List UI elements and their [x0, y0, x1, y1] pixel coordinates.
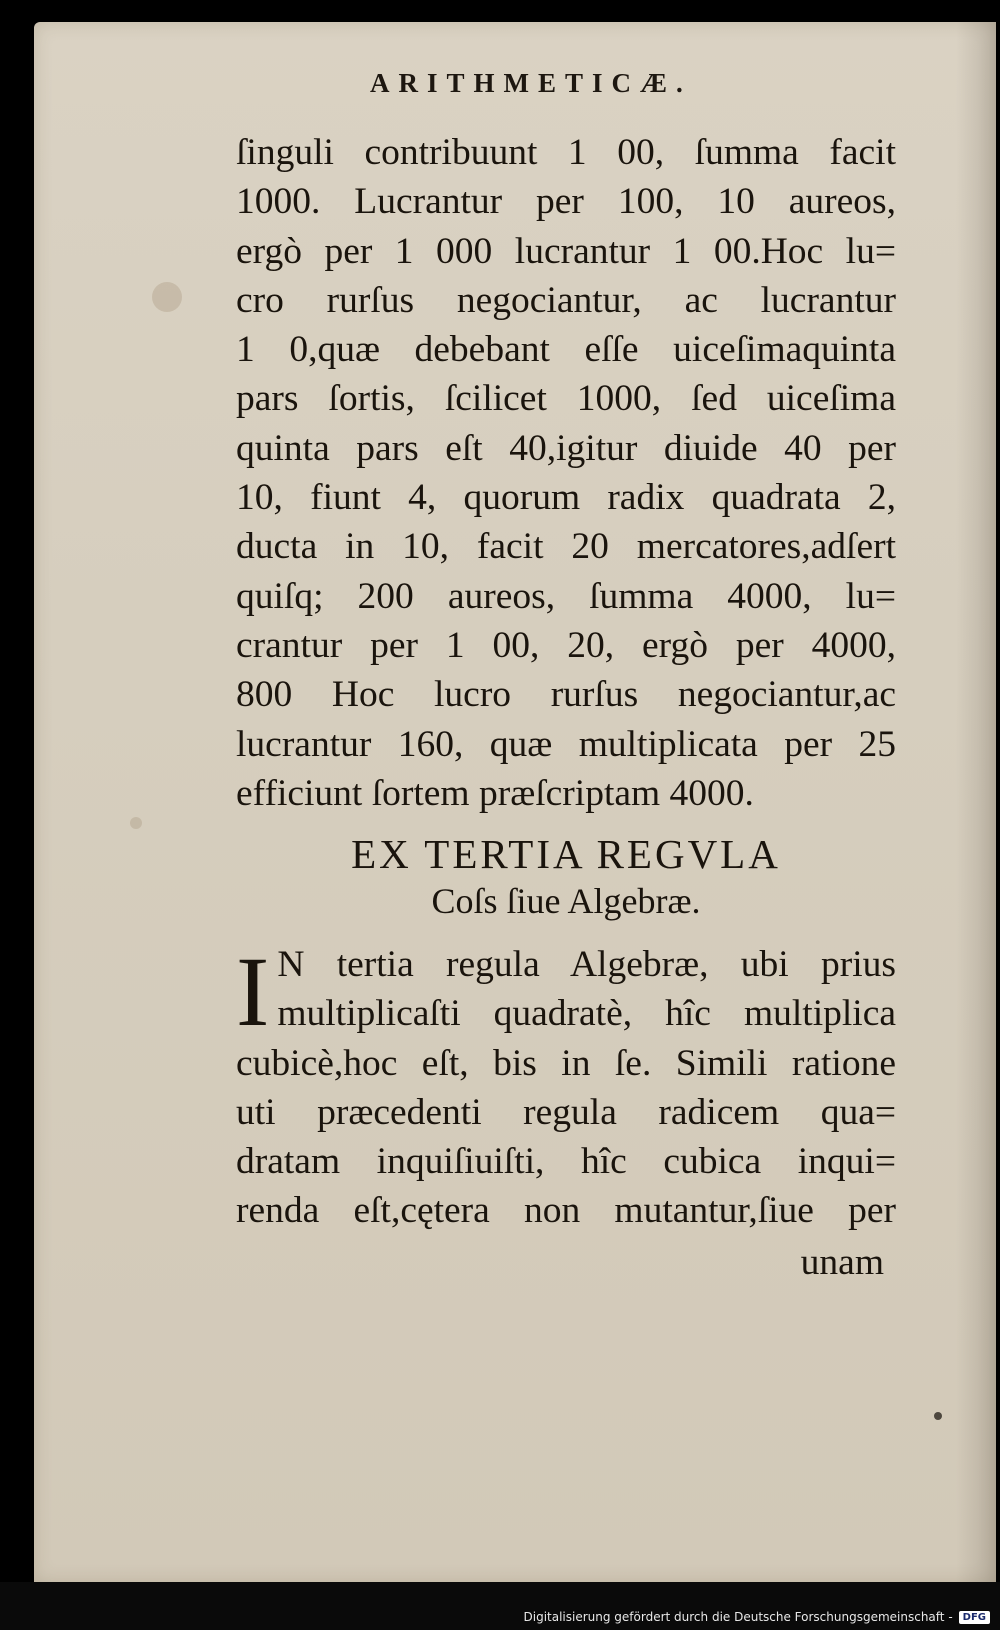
text-line: quinta pars eſt 40,igitur diuide 40 per — [236, 427, 896, 469]
scan-bottom-band — [0, 1582, 1000, 1630]
paragraph-2 — [236, 936, 896, 1236]
catchword: unam — [800, 1242, 884, 1283]
text-line: efficiunt ſortem præſcriptam 4000. — [236, 772, 754, 814]
text-line: dratam inquiſiuiſti, hîc cubica inqui= — [236, 1141, 896, 1183]
text-line: uti præcedenti regula radicem qua= — [236, 1091, 896, 1133]
text-line: renda eſt,cętera non mutantur,ſiue per — [236, 1190, 896, 1232]
text-line: ducta in 10, facit 20 mercatores,adſert — [236, 526, 896, 568]
text-line: ſinguli contribuunt 1 00, ſumma facit — [236, 132, 896, 173]
text-line: pars ſortis, ſcilicet 1000, ſed uiceſima — [236, 378, 896, 420]
running-head: ARITHMETICÆ. — [370, 68, 692, 98]
foxing-stain — [152, 282, 182, 312]
text-line: N tertia regula Algebræ, ubi prius — [277, 944, 896, 985]
text-line: 800 Hoc lucro rurſus negociantur,ac — [236, 674, 896, 716]
section-heading — [236, 830, 896, 924]
text-line: 10, fiunt 4, quorum radix quadrata 2, — [236, 477, 896, 519]
text-line: multiplicaſti quadratè, hîc multiplica — [277, 993, 896, 1035]
text-line: 1 0,quæ debebant eſſe uiceſimaquinta — [236, 329, 896, 371]
section-title: EX TERTIA REGVLA — [351, 831, 781, 877]
dfg-logo: DFG — [959, 1611, 990, 1624]
text-line: cubicè,hoc eſt, bis in ſe. Simili ratione — [236, 1042, 896, 1084]
foxing-stain — [130, 817, 142, 829]
drop-cap: I — [236, 936, 270, 1047]
text-line: cro rurſus negociantur, ac lucrantur — [236, 279, 896, 321]
text-line: 1000. Lucrantur per 100, 10 aureos, — [236, 181, 896, 223]
credit-text: Digitalisierung gefördert durch die Deutsche Forschungsgemeinschaft - — [523, 1610, 953, 1624]
text-line: crantur per 1 00, 20, ergò per 4000, — [236, 624, 896, 666]
text-line: lucrantur 160, quæ multiplicata per 25 — [236, 723, 896, 765]
text-line: quiſq; 200 aureos, ſumma 4000, lu= — [236, 575, 896, 617]
paragraph-1 — [236, 128, 896, 818]
section-subtitle: Coſs ſiue Algebræ. — [431, 881, 701, 921]
ink-spot — [934, 1412, 942, 1420]
digitization-credit — [524, 1610, 991, 1624]
paragraph-2-lines — [236, 936, 896, 1236]
text-line: ergò per 1 000 lucrantur 1 00.Hoc lu= — [236, 230, 896, 272]
